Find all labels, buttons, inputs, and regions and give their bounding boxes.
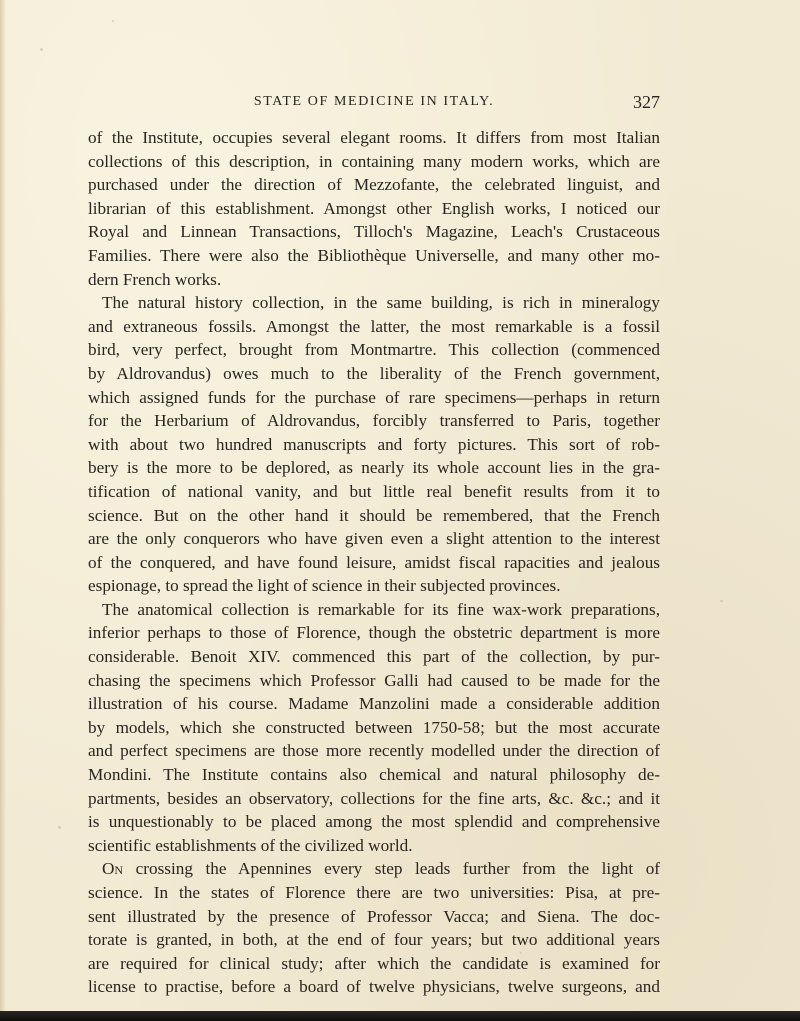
text-line: of the conquered, and have found leisure, amidst fiscal rapacities and jealous bbox=[88, 552, 660, 572]
paper-fleck bbox=[112, 20, 114, 22]
text-line: bird, very perfect, brought from Montmartre. This collection (commenced bbox=[88, 340, 660, 360]
text-line: science. In the states of Florence there are two universities: Pisa, at pre- bbox=[88, 883, 660, 902]
text-line bbox=[88, 857, 660, 881]
text-line: and extraneous fossils. Amongst the latter, the most remarkable is a fossil bbox=[88, 316, 660, 336]
text-line: Families. There were also the Bibliothèque Universelle, and many other mo- bbox=[88, 245, 660, 265]
smallcaps-lead: On bbox=[102, 859, 124, 879]
text-line: Royal and Linnean Transactions, Tilloch's Magazine, Leach's Crustaceous bbox=[88, 222, 660, 242]
text-line: librarian of this establishment. Amongst other English works, I noticed our bbox=[88, 198, 660, 218]
text-line: espionage, to spread the light of science in their subjected provinces. bbox=[88, 576, 561, 596]
text-line: of the Institute, occupies several elegant rooms. It differs from most Italian bbox=[88, 128, 660, 147]
text-line: by models, which she constructed between 1750-58; but the most accurate bbox=[88, 717, 660, 737]
text-line: The natural history collection, in the same building, is rich in mineralogy bbox=[102, 293, 660, 313]
text-line: Mondini. The Institute contains also chemical and natural philosophy de- bbox=[88, 765, 660, 785]
text-line: torate is granted, in both, at the end of four years; but two additional years bbox=[88, 930, 660, 950]
text-line: are required for clinical study; after which the candidate is examined for bbox=[88, 953, 660, 973]
body-text bbox=[88, 126, 660, 999]
text-line: with about two hundred manuscripts and forty pictures. This sort of rob- bbox=[88, 434, 660, 454]
text-line: purchased under the direction of Mezzofante, the celebrated linguist, and bbox=[88, 175, 660, 195]
text-line: and perfect specimens are those more recently modelled under the direction of bbox=[88, 741, 660, 761]
paper-fleck bbox=[40, 48, 43, 51]
text-line: science. But on the other hand it should be remembered, that the French bbox=[88, 505, 660, 525]
text-line: chasing the specimens which Professor Galli had caused to be made for the bbox=[88, 670, 660, 690]
page-bottom-edge bbox=[0, 1011, 800, 1021]
text-line: scientific establishments of the civilized world. bbox=[88, 835, 413, 855]
text-line: license to practise, before a board of twelve physicians, twelve surgeons, and bbox=[88, 977, 660, 997]
text-line: for the Herbarium of Aldrovandus, forcibly transferred to Paris, together bbox=[88, 411, 660, 431]
text-line: partments, besides an observatory, collections for the fine arts, &c. &c.; and it bbox=[88, 788, 660, 808]
text-line: bery is the more to be deplored, as nearly its whole account lies in the gra- bbox=[88, 458, 660, 478]
text-line: illustration of his course. Madame Manzolini made a considerable addition bbox=[88, 694, 660, 714]
text-line: tification of national vanity, and but little real benefit results from it to bbox=[88, 481, 660, 501]
paper-fleck bbox=[720, 600, 723, 602]
text-line: dern French works. bbox=[88, 269, 222, 289]
page-number: 327 bbox=[633, 92, 660, 112]
text-line: by Aldrovandus) owes much to the liberality of the French government, bbox=[88, 363, 660, 383]
running-head bbox=[88, 92, 660, 114]
text-line: inferior perhaps to those of Florence, though the obstetric department is more bbox=[88, 623, 660, 643]
text-line: are the only conquerors who have given even a slight attention to the interest bbox=[88, 529, 660, 549]
line-rest: crossing the Apennines every step leads further from the light of bbox=[135, 859, 660, 879]
text-line: is unquestionably to be placed among the most splendid and comprehensive bbox=[88, 812, 660, 832]
text-line: considerable. Benoit XIV. commenced this part of the collection, by pur- bbox=[88, 647, 660, 667]
paper-fleck bbox=[58, 826, 61, 829]
text-line: collections of this description, in containing many modern works, which are bbox=[88, 151, 660, 171]
text-line: which assigned funds for the purchase of rare specimens—perhaps in return bbox=[88, 387, 660, 407]
page-edge-shadow bbox=[0, 0, 6, 1021]
text-line: sent illustrated by the presence of Professor Vacca; and Siena. The doc- bbox=[88, 906, 660, 926]
text-line: The anatomical collection is remarkable for its fine wax-work preparations, bbox=[102, 599, 660, 619]
paper-fleck bbox=[520, 952, 522, 954]
running-title: STATE OF MEDICINE IN ITALY. bbox=[253, 94, 495, 109]
